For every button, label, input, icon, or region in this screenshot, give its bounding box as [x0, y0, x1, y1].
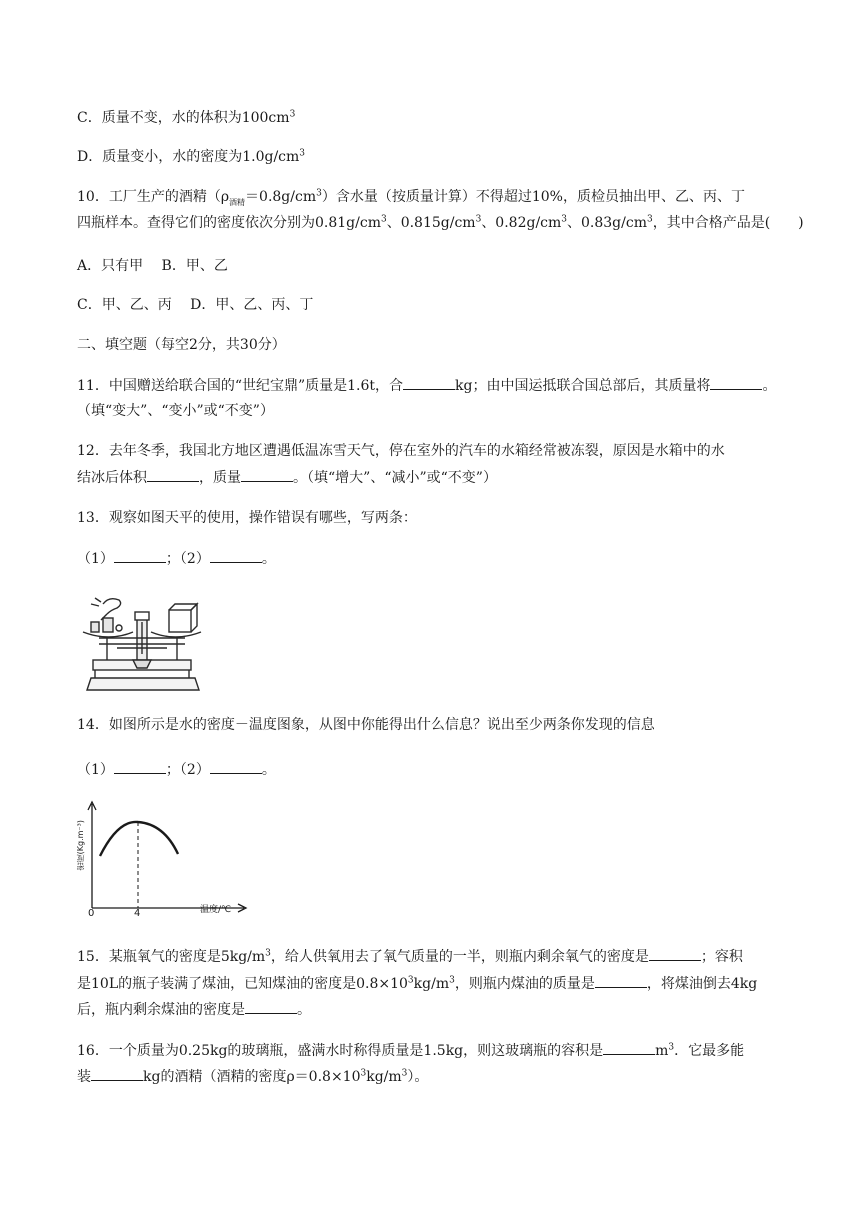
- superscript: 3: [646, 214, 653, 225]
- answer-blank[interactable]: [595, 973, 647, 988]
- graph-xlabel: 温度/℃: [200, 905, 232, 915]
- q10-line2: [77, 213, 804, 233]
- section-heading: 二、填空题（每空2分，共30分）: [77, 337, 286, 353]
- q10-text-a: 10．工厂生产的酒精（ρ: [77, 189, 230, 205]
- answer-blank[interactable]: [91, 1066, 143, 1081]
- superscript: 3: [475, 214, 482, 225]
- q16-l1-a: 16．一个质量为0.25kg的玻璃瓶，盛满水时称得质量是1.5kg，则这玻璃瓶的容积是: [77, 1043, 604, 1059]
- q15-line2: [77, 973, 757, 994]
- q12-text-c: 。（填“增大”、“减小”或“不变”）: [293, 470, 497, 486]
- q11-line2: （填“变大”、“变小”或“不变”）: [77, 403, 274, 419]
- q13-line2: [77, 548, 276, 569]
- superscript: 3: [407, 975, 414, 986]
- q16-l2-d: ）。: [407, 1069, 429, 1085]
- q11-text-c: 。: [762, 378, 777, 394]
- q10-text-c: ）含水量（按质量计算）不得超过10%，质检员抽出甲、乙、丙、丁: [321, 189, 745, 205]
- q15-l1-b: ，给人供氧用去了氧气质量的一半，则瓶内剩余氧气的密度是: [270, 949, 649, 965]
- answer-blank[interactable]: [245, 999, 297, 1014]
- superscript: 3: [401, 1068, 408, 1079]
- q10-options-ab: A．只有甲 B．甲、乙: [77, 258, 228, 274]
- answer-blank[interactable]: [147, 467, 199, 482]
- q11-line1: [77, 375, 776, 396]
- q10-line1: [77, 187, 745, 207]
- q14-end: 。: [261, 762, 276, 778]
- q16-l1-b: m: [655, 1043, 669, 1059]
- q10-l2-d: 、0.83g/cm: [567, 215, 647, 231]
- q12-line1: 12．去年冬季，我国北方地区遭遇低温冻雪天气，停在室外的汽车的水箱经常被冻裂，原因是水箱中的水: [77, 443, 725, 459]
- q9-option-c-text: C．质量不变，水的体积为100cm: [77, 110, 290, 126]
- q13-end: 。: [261, 551, 276, 567]
- answer-blank[interactable]: [114, 548, 166, 563]
- q14-label-1: （1）: [77, 762, 114, 778]
- q12-text-a: 结冰后体积: [77, 470, 147, 486]
- q16-line1: [77, 1040, 744, 1061]
- density-temperature-graph: [78, 800, 248, 920]
- balance-scale-figure: [77, 588, 207, 692]
- q10-l2-c: 、0.82g/cm: [481, 215, 562, 231]
- q15-line3: [77, 999, 311, 1020]
- q10-l2-a: 四瓶样本。查得它们的密度依次分别为0.81g/cm: [77, 215, 381, 231]
- superscript: 3: [289, 109, 296, 120]
- q15-line1: [77, 946, 743, 967]
- density-curve: [100, 822, 178, 856]
- answer-blank[interactable]: [603, 1040, 655, 1055]
- q12-text-b: ，质量: [199, 470, 241, 486]
- answer-blank[interactable]: [403, 375, 455, 390]
- q14-line1: 14．如图所示是水的密度－温度图象，从图中你能得出什么信息？说出至少两条你发现的信息: [77, 717, 655, 733]
- superscript: 3: [316, 188, 322, 199]
- subscript: 酒精: [229, 197, 246, 207]
- answer-blank[interactable]: [241, 467, 293, 482]
- q15-l2-d: ，将煤油倒去4kg: [646, 976, 758, 992]
- superscript: 3: [561, 214, 568, 225]
- q14-line2: [77, 759, 276, 780]
- q16-l2-c: kg/m: [366, 1069, 402, 1085]
- q16-l2-b: kg的酒精（酒精的密度ρ＝0.8×10: [143, 1069, 361, 1085]
- superscript: 3: [668, 1042, 675, 1053]
- graph-tick-4: 4: [134, 908, 141, 919]
- q10-l2-e: ，其中合格产品是( ): [652, 215, 804, 231]
- superscript: 3: [449, 975, 455, 986]
- q12-line2: [77, 467, 497, 488]
- q11-text-b: kg；由中国运抵联合国总部后，其质量将: [455, 378, 711, 394]
- q13-label-1: （1）: [77, 551, 114, 567]
- q15-l1-c: ；容积: [700, 949, 743, 965]
- q9-option-d-text: D．质量变小，水的密度为1.0g/cm: [77, 149, 300, 165]
- q15-l3-b: 。: [297, 1002, 311, 1018]
- q16-l2-a: 装: [77, 1069, 91, 1085]
- graph-origin-label: 0: [88, 908, 95, 919]
- q13-label-2: ；（2）: [165, 551, 210, 567]
- q16-line2: [77, 1066, 428, 1087]
- superscript: 3: [299, 148, 306, 159]
- q13-line1: 13．观察如图天平的使用，操作错误有哪些，写两条：: [77, 510, 417, 526]
- q10-l2-b: 、0.815g/cm: [386, 215, 476, 231]
- q14-label-2: ；（2）: [165, 762, 210, 778]
- answer-blank[interactable]: [210, 759, 262, 774]
- q9-option-c: [77, 108, 295, 128]
- graph-ylabel: 密度(Kg.m⁻³): [76, 820, 85, 871]
- q15-l1-a: 15．某瓶氧气的密度是5kg/m: [77, 949, 266, 965]
- q9-option-d: [77, 147, 305, 167]
- answer-blank[interactable]: [210, 548, 262, 563]
- q16-l1-c: ．它最多能: [674, 1043, 745, 1059]
- q15-l3-a: 后，瓶内剩余煤油的密度是: [77, 1002, 245, 1018]
- q15-l2-a: 是10L的瓶子装满了煤油，已知煤油的密度是0.8×10: [77, 976, 408, 992]
- superscript: 3: [265, 948, 271, 959]
- q15-l2-c: ，则瓶内煤油的质量是: [454, 976, 595, 992]
- q10-options-cd: C．甲、乙、丙 D．甲、乙、丙、丁: [77, 297, 314, 313]
- q10-text-b: ＝0.8g/cm: [245, 189, 317, 205]
- superscript: 3: [360, 1068, 367, 1079]
- q11-text-a: 11．中国赠送给联合国的“世纪宝鼎”质量是1.6t，合: [77, 378, 404, 394]
- answer-blank[interactable]: [649, 946, 701, 961]
- answer-blank[interactable]: [114, 759, 166, 774]
- superscript: 3: [380, 214, 387, 225]
- q15-l2-b: kg/m: [413, 976, 450, 992]
- answer-blank[interactable]: [710, 375, 762, 390]
